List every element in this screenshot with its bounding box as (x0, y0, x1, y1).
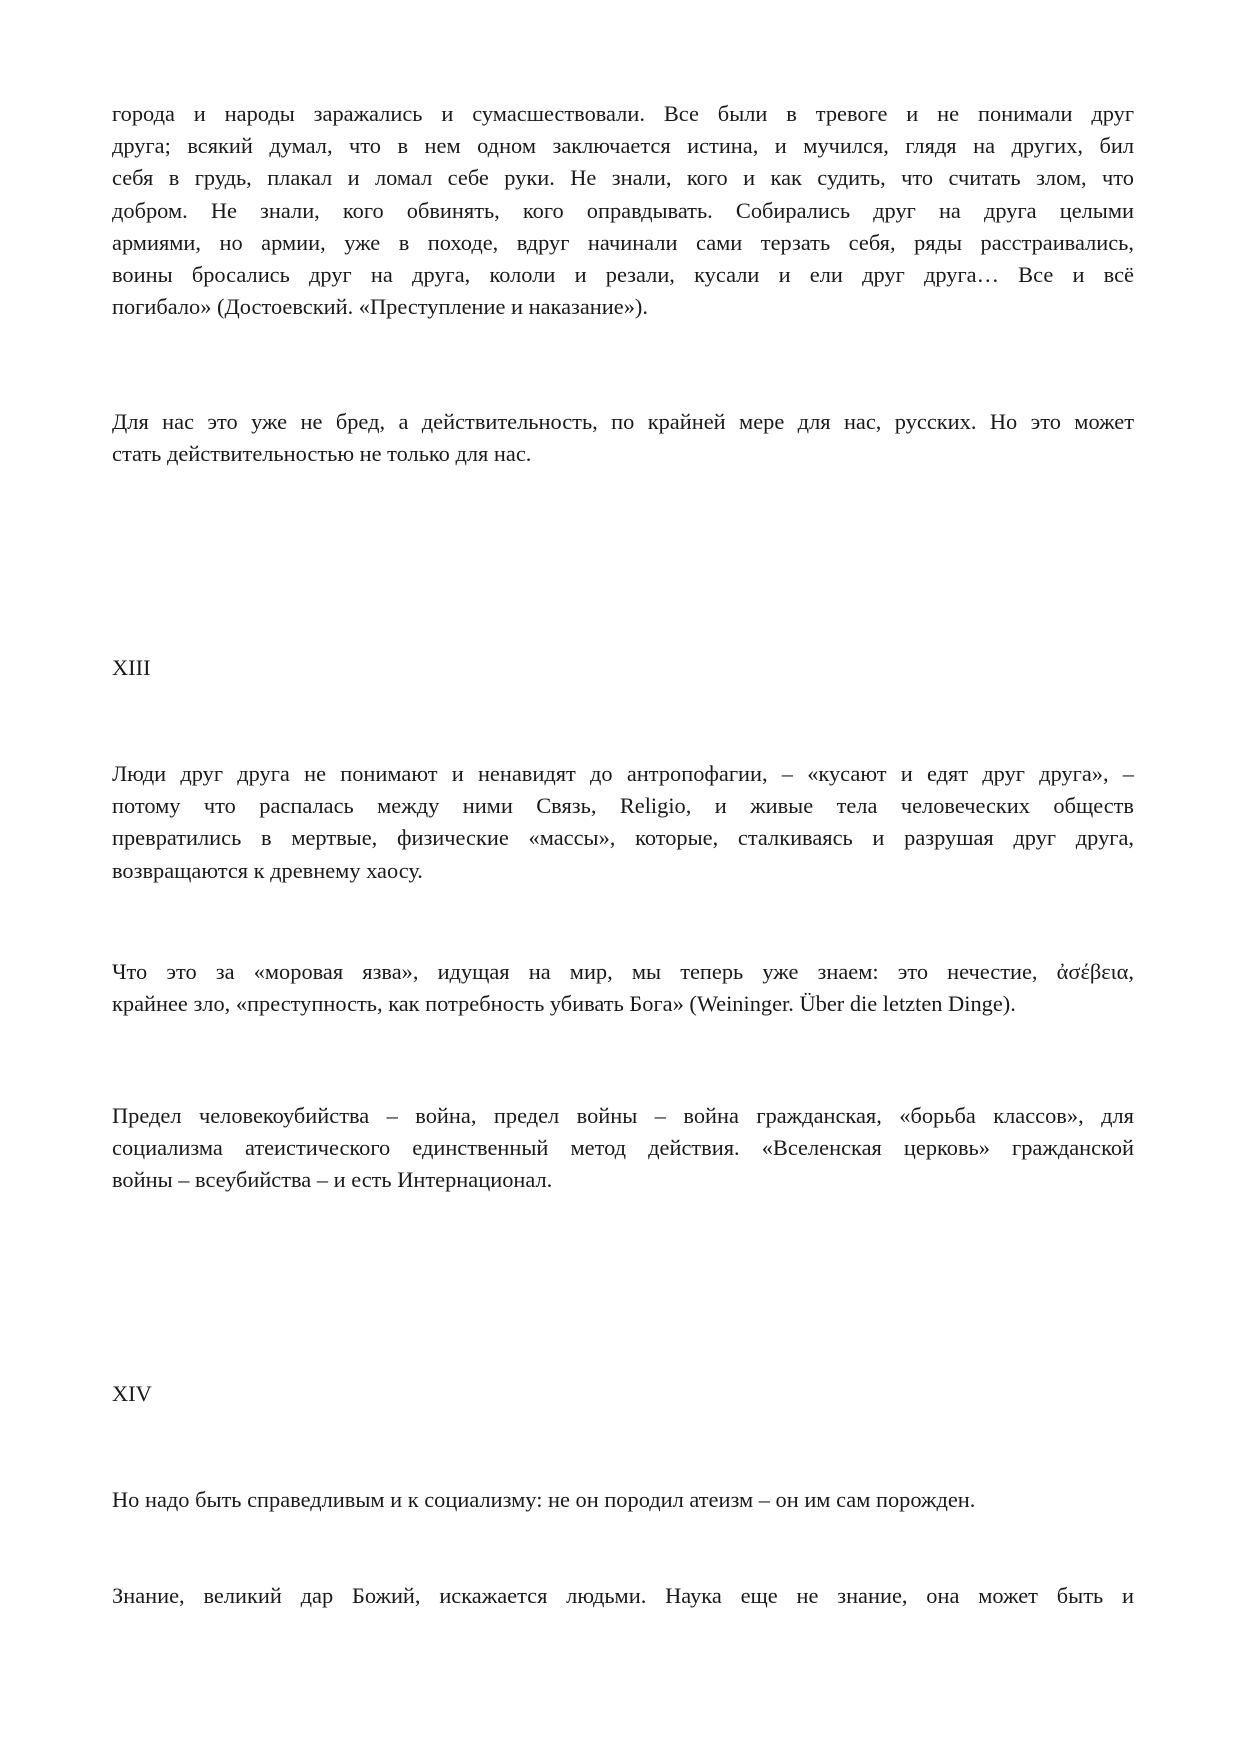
text-line: войны – всеубийства – и есть Интернационал. (112, 1167, 553, 1193)
text-line: воины бросались друг на друга, кололи и резали, кусали и ели друг друга… Все и всё (112, 262, 1134, 288)
text-line: города и народы заражались и сумасшествовали. Все были в тревоге и не понимали друг (112, 101, 1134, 126)
text-line: Люди друг друга не понимают и ненавидят до антропофагии, – «кусают и едят друг друга», – (112, 761, 1134, 786)
text-line: стать действительностью не только для нас. (112, 441, 532, 467)
text-line: Знание, великий дар Божий, искажается людьми. Наука еще не знание, она может быть и (112, 1583, 1134, 1608)
text-line: Но надо быть справедливым и к социализму: не он породил атеизм – он им сам порожден. (112, 1487, 976, 1512)
paragraph-asebeia (112, 956, 1134, 1020)
text-line: Что это за «моровая язва», идущая на мир, мы теперь уже знаем: это нечестие, ἀσέβεια, (112, 959, 1134, 984)
text-line: превратились в мертвые, физические «массы», которые, сталкиваясь и разрушая друг друга, (112, 825, 1134, 851)
text-line: крайнее зло, «преступность, как потребность убивать Бога» (Weininger. Über die letzten Dinge). (112, 991, 1016, 1017)
text-line: добром. Не знали, кого обвинять, кого оправдывать. Собирались друг на друга целыми (112, 197, 1134, 223)
paragraph-knowledge (112, 1580, 1134, 1612)
paragraph-plague-quote (112, 98, 1134, 323)
text-line: социализма атеистического единственный метод действия. «Вселенская церковь» гражданской (112, 1135, 1134, 1161)
paragraph-reality (112, 406, 1134, 470)
section-heading-xiv: XIV (112, 1381, 152, 1406)
paragraph-socialism (112, 1484, 1134, 1516)
text-line: армиями, но армии, уже в походе, вдруг начинали сами терзать себя, ряды расстраивались, (112, 229, 1134, 255)
text-line: потому что распалась между ними Связь, Religio, и живые тела человеческих обществ (112, 793, 1134, 819)
text-line: Для нас это уже не бред, а действительность, по крайней мере для нас, русских. Но это может (112, 409, 1134, 434)
section-heading-xiii: XIII (112, 655, 151, 680)
text-line: друга; всякий думал, что в нем одном заключается истина, и мучился, глядя на других, бил (112, 133, 1134, 159)
text-line: Предел человекоубийства – война, предел войны – война гражданская, «борьба классов», для (112, 1103, 1134, 1128)
text-line: себя в грудь, плакал и ломал себе руки. Не знали, кого и как судить, что считать злом, что (112, 165, 1134, 191)
text-line: погибало» (Достоевский. «Преступление и наказание»). (112, 294, 648, 320)
paragraph-civil-war (112, 1100, 1134, 1197)
paragraph-religio (112, 758, 1134, 887)
text-line: возвращаются к древнему хаосу. (112, 857, 423, 883)
